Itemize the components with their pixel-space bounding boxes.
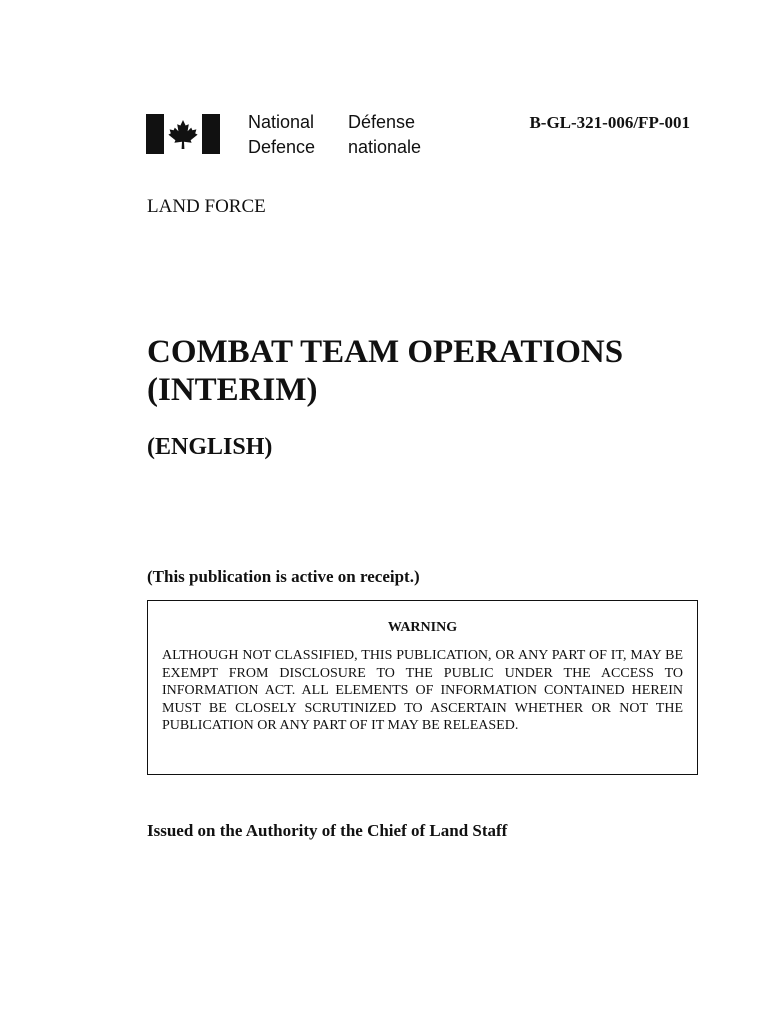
active-note: (This publication is active on receipt.) [147,567,420,586]
language-label: (ENGLISH) [147,434,273,460]
department-name-french [348,110,421,160]
document-title [147,333,727,409]
canada-flag-icon [146,114,220,154]
title-line2: (INTERIM) [147,372,318,408]
warning-text: ALTHOUGH NOT CLASSIFIED, THIS PUBLICATION, OR ANY PART OF IT, MAY BE EXEMPT FROM DISCLOSURE TO THE PUBLIC UNDER THE ACCESS TO INFORMATION ACT. ALL ELEMENTS OF INFORMATION CONTAINED HEREIN MUST BE CLOSELY SCRUTINIZED TO ASCERTAIN WHETHER OR NOT THE PUBLICATION OR ANY PART OF IT MAY BE RELEASED. [162,648,683,734]
warning-heading: WARNING [387,620,458,635]
department-fr-line1: Défense [348,112,416,132]
document-number: B-GL-321-006/FP-001 [529,113,690,132]
department-en-line2: Defence [248,137,316,157]
issuing-authority: Issued on the Authority of the Chief of Land Staff [147,821,508,840]
department-en-line1: National [248,112,315,132]
title-line1: COMBAT TEAM OPERATIONS [147,334,624,370]
classification-label: LAND FORCE [147,196,266,217]
department-fr-line2: nationale [348,137,422,157]
department-name-english [248,110,315,160]
warning-box [147,600,698,775]
